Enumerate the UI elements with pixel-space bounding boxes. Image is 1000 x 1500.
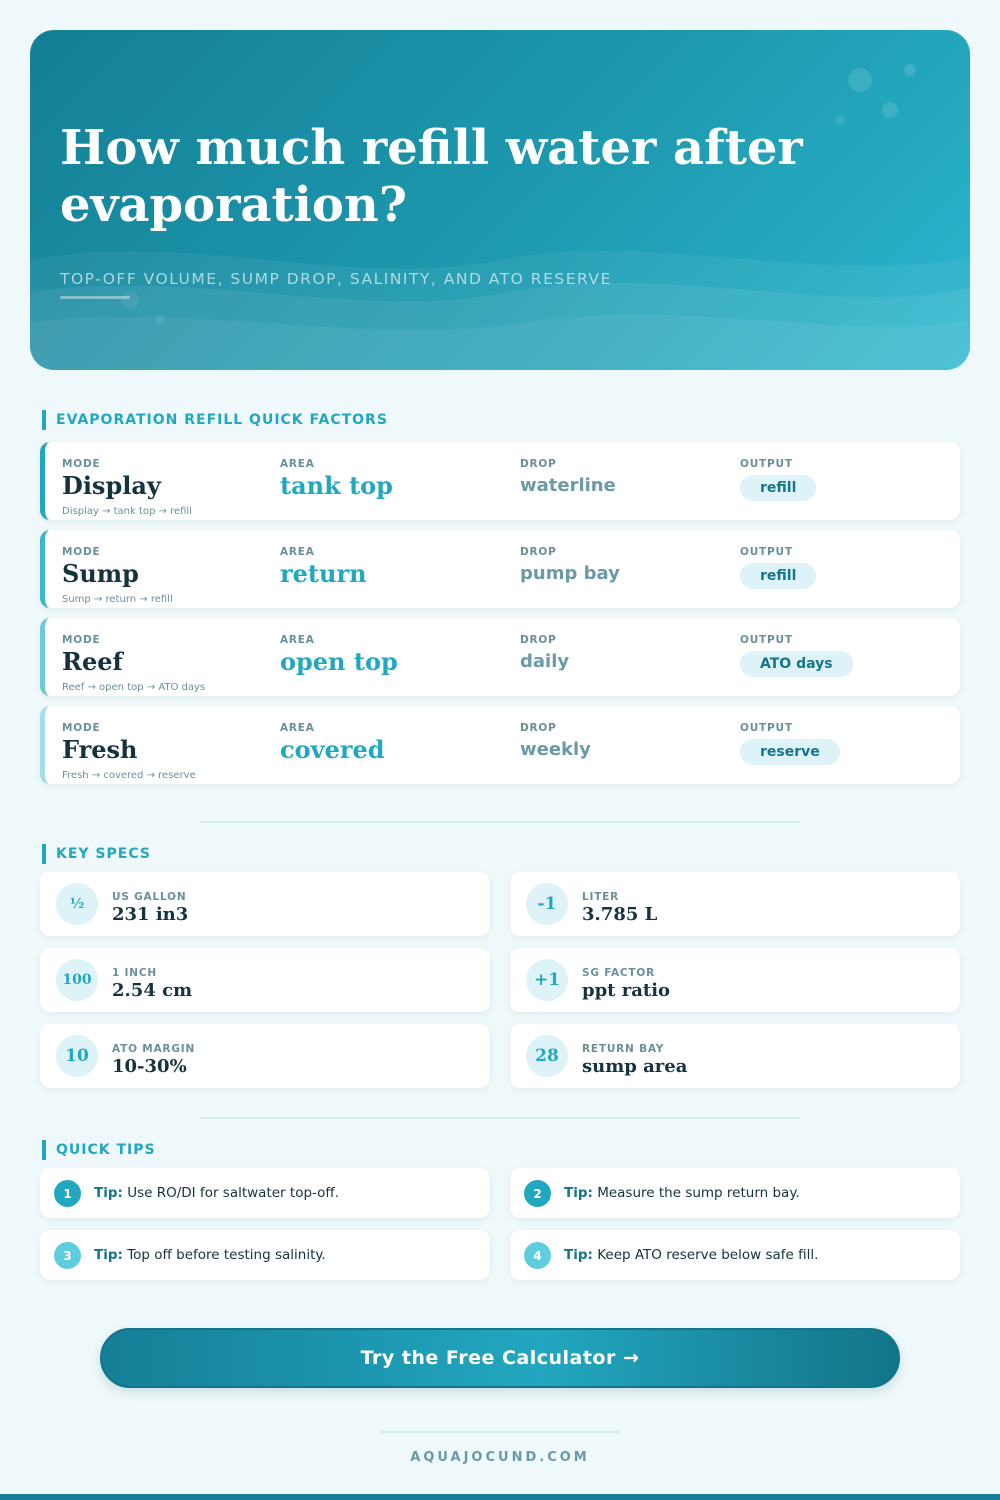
output-badge: reserve: [740, 739, 840, 765]
section-divider: [200, 821, 800, 823]
output-label: OUTPUT: [740, 458, 793, 470]
spec-value: 231 in3: [112, 904, 189, 925]
bottom-bar: [0, 1494, 1000, 1500]
spec-label: LITER: [582, 891, 620, 903]
page-subtitle: TOP-OFF VOLUME, SUMP DROP, SALINITY, AND ATO RESERVE: [60, 270, 612, 288]
drop-value: waterline: [520, 475, 616, 496]
spec-value: sump area: [582, 1056, 688, 1077]
page-title: How much refill water after evaporation?: [60, 120, 803, 233]
drop-value: pump bay: [520, 563, 620, 584]
output-badge: ATO days: [740, 651, 853, 677]
factor-row: [40, 442, 960, 520]
spec-badge: 10: [56, 1035, 98, 1077]
drop-label: DROP: [520, 722, 557, 734]
spec-label: ATO MARGIN: [112, 1043, 196, 1055]
mode-label: MODE: [62, 722, 101, 734]
calculator-cta-button[interactable]: Try the Free Calculator →: [100, 1328, 900, 1388]
tip-card: [510, 1168, 960, 1218]
output-label: OUTPUT: [740, 722, 793, 734]
area-value: tank top: [280, 471, 393, 500]
spec-value: 10-30%: [112, 1056, 187, 1077]
row-path: Reef → open top → ATO days: [62, 682, 206, 693]
spec-label: 1 INCH: [112, 967, 157, 979]
spec-label: RETURN BAY: [582, 1043, 665, 1055]
spec-value: 3.785 L: [582, 904, 658, 925]
tip-number: 2: [524, 1180, 551, 1207]
drop-label: DROP: [520, 634, 557, 646]
factor-row: [40, 618, 960, 696]
tip-card: [40, 1168, 490, 1218]
drop-label: DROP: [520, 546, 557, 558]
section-divider: [200, 1117, 800, 1119]
spec-label: SG FACTOR: [582, 967, 656, 979]
area-label: AREA: [280, 546, 315, 558]
spec-badge: -1: [526, 883, 568, 925]
mode-label: MODE: [62, 634, 101, 646]
mode-value: Fresh: [62, 735, 138, 764]
factor-row: [40, 530, 960, 608]
tip-number: 3: [54, 1242, 81, 1269]
spec-label: US GALLON: [112, 891, 187, 903]
output-badge: refill: [740, 475, 816, 501]
output-badge: refill: [740, 563, 816, 589]
spec-badge: 28: [526, 1035, 568, 1077]
tip-card: [40, 1230, 490, 1280]
tip-number: 4: [524, 1242, 551, 1269]
tip-prefix: Tip:: [564, 1247, 593, 1263]
row-path: Sump → return → refill: [62, 594, 173, 605]
area-label: AREA: [280, 458, 315, 470]
spec-badge: +1: [526, 959, 568, 1001]
tip-text: Use RO/DI for saltwater top-off.: [127, 1185, 339, 1201]
mode-value: Display: [62, 471, 161, 500]
area-value: open top: [280, 647, 398, 676]
spec-card: [40, 948, 490, 1012]
area-label: AREA: [280, 722, 315, 734]
tip-prefix: Tip:: [94, 1247, 123, 1263]
spec-card: [40, 1024, 490, 1088]
drop-value: daily: [520, 651, 570, 672]
tip-number: 1: [54, 1180, 81, 1207]
area-value: covered: [280, 735, 385, 764]
area-label: AREA: [280, 634, 315, 646]
factor-row: [40, 706, 960, 784]
footer-site-link[interactable]: AQUAJOCUND.COM: [410, 1450, 590, 1465]
tip-text: Measure the sump return bay.: [597, 1185, 800, 1201]
spec-value: ppt ratio: [582, 980, 671, 1001]
mode-label: MODE: [62, 546, 101, 558]
tips-heading: QUICK TIPS: [42, 1140, 156, 1160]
spec-card: [40, 872, 490, 936]
tip-prefix: Tip:: [564, 1185, 593, 1201]
area-value: return: [280, 559, 367, 588]
spec-badge: 100: [56, 959, 98, 1001]
tip-card: [510, 1230, 960, 1280]
tip-prefix: Tip:: [94, 1185, 123, 1201]
spec-card: [510, 1024, 960, 1088]
subtitle-underline: [60, 296, 130, 299]
row-path: Fresh → covered → reserve: [62, 770, 196, 781]
drop-value: weekly: [520, 739, 591, 760]
output-label: OUTPUT: [740, 546, 793, 558]
spec-badge: ½: [56, 883, 98, 925]
specs-heading: KEY SPECS: [42, 844, 151, 864]
tip-text: Top off before testing salinity.: [127, 1247, 326, 1263]
spec-value: 2.54 cm: [112, 980, 193, 1001]
tip-text: Keep ATO reserve below safe fill.: [597, 1247, 819, 1263]
spec-card: [510, 872, 960, 936]
spec-card: [510, 948, 960, 1012]
mode-value: Reef: [62, 647, 123, 676]
drop-label: DROP: [520, 458, 557, 470]
output-label: OUTPUT: [740, 634, 793, 646]
footer-divider: [380, 1431, 620, 1433]
mode-value: Sump: [62, 559, 139, 588]
factors-heading: EVAPORATION REFILL QUICK FACTORS: [42, 410, 388, 430]
row-path: Display → tank top → refill: [62, 506, 192, 517]
mode-label: MODE: [62, 458, 101, 470]
hero-banner: [30, 30, 970, 370]
